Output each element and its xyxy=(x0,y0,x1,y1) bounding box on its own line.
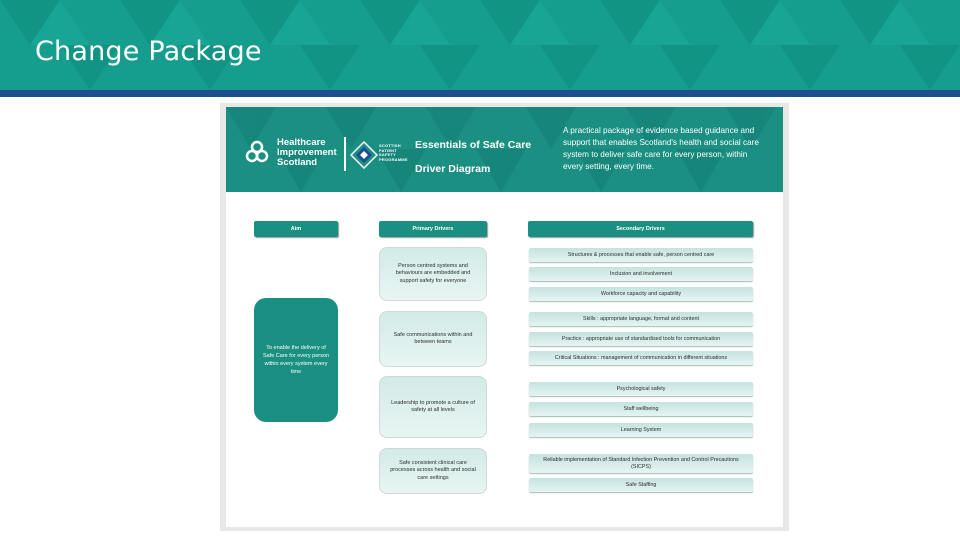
programme-name xyxy=(379,144,408,162)
driver-diagram-document xyxy=(226,107,783,527)
programme-name-line: SAFETY xyxy=(379,152,396,157)
primary-driver-1: Person centred systems and behaviours are embedded and support safety for everyone xyxy=(379,247,487,301)
sps-badge-icon xyxy=(350,141,378,169)
document-title: Essentials of Safe Care xyxy=(415,139,532,151)
primary-driver-2: Safe communications within and between teams xyxy=(379,311,487,367)
org-name xyxy=(277,138,337,168)
programme-name-line: SCOTTISH xyxy=(379,143,401,148)
logo-divider xyxy=(344,137,346,171)
banner-divider xyxy=(0,90,960,97)
secondary-driver-1: Structures & processes that enable safe, person centred care xyxy=(529,248,753,262)
secondary-driver-3: Workforce capacity and capability xyxy=(529,287,753,301)
org-name-line: Improvement xyxy=(277,147,337,158)
secondary-driver-7: Psychological safety xyxy=(529,382,753,396)
primary-driver-4: Safe consistent clinical care processes across health and social care settings xyxy=(379,448,487,494)
aim-header: Aim xyxy=(254,221,338,237)
primary-drivers-header: Primary Drivers xyxy=(379,221,487,237)
document-subtitle: Driver Diagram xyxy=(415,163,491,175)
secondary-driver-2: Inclusion and involvement xyxy=(529,267,753,281)
programme-name-line: PROGRAMME xyxy=(379,156,408,162)
secondary-driver-6: Critical Situations : management of communication in different situations xyxy=(529,351,753,365)
secondary-driver-11: Safe Staffing xyxy=(529,478,753,492)
title-banner xyxy=(0,0,960,90)
secondary-drivers-header: Secondary Drivers xyxy=(528,221,753,237)
secondary-driver-4: Skills : appropriate language, format and content xyxy=(529,312,753,326)
org-name-line: Scotland xyxy=(277,157,318,168)
aim-statement: To enable the delivery of Safe Care for every person within every system every time xyxy=(254,298,338,422)
document-header xyxy=(226,107,783,192)
org-name-line: Healthcare xyxy=(277,137,326,148)
secondary-driver-8: Staff wellbeing xyxy=(529,402,753,416)
slide-title: Change Package xyxy=(35,36,262,67)
secondary-driver-9: Learning System xyxy=(529,423,753,437)
programme-name-line: PATIENT xyxy=(379,147,397,153)
secondary-driver-5: Practice : appropriate use of standardised tools for communication xyxy=(529,332,753,346)
his-triskele-icon xyxy=(244,139,270,165)
document-tagline: A practical package of evidence based guidance and support that enables Scotland's health and social care system to deliver safe care for every person, within every setting, every time. xyxy=(563,126,759,171)
primary-driver-3: Leadership to promote a culture of safety at all levels xyxy=(379,376,487,438)
secondary-driver-10: Reliable implementation of Standard Infection Prevention and Control Precautions (SICPS) xyxy=(529,454,753,473)
